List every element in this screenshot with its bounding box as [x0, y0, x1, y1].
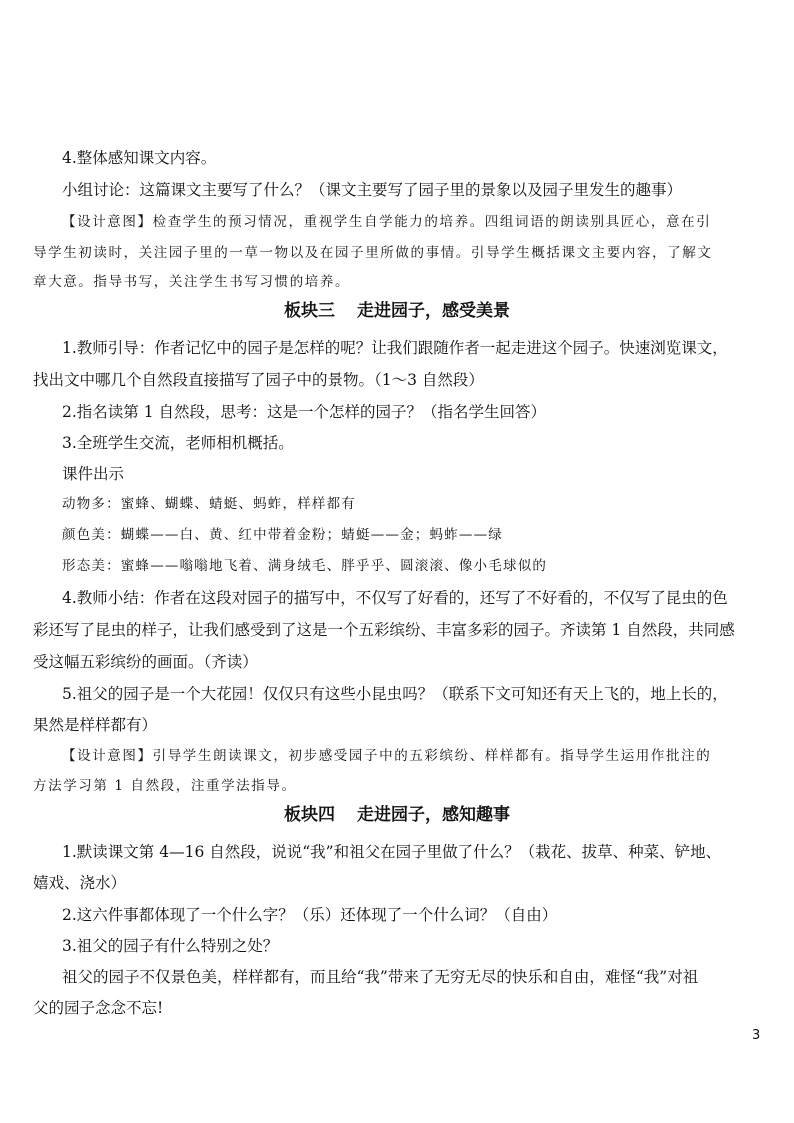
- section-3-label: 板块三: [284, 301, 335, 321]
- section-4-title: 走进园子，感知趣事: [357, 805, 510, 825]
- section-4-step-1-line-2: 嬉戏、浇水）: [33, 874, 127, 892]
- design-intent-1-line-1: 【设计意图】检查学生的预习情况，重视学生自学能力的培养。四组词语的朗读别具匠心，意在引: [62, 214, 712, 230]
- step-4-text: 4.整体感知课文内容。: [62, 149, 217, 167]
- courseware-animals: 动物多：蜜蜂、蝴蝶、蜻蜓、蚂蚱，样样都有: [62, 496, 356, 512]
- section-4-step-1-line-1: 1.默读课文第 4—16 自然段，说说“我”和祖父在园子里做了什么？（栽花、拔草、种菜、铲地、: [62, 843, 722, 861]
- courseware-colors: 颜色美：蝴蝶——白、黄、红中带着金粉；蜻蜓——金；蚂蚱——绿: [62, 527, 503, 543]
- section-3-step-2: 2.指名读第 1 自然段，思考：这是一个怎样的园子？（指名学生回答）: [62, 403, 547, 421]
- section-4-conclusion-line-2: 父的园子念念不忘!: [33, 999, 164, 1017]
- design-intent-1-line-3: 章大意。指导书写，关注学生书写习惯的培养。: [33, 274, 351, 290]
- section-3-step-1-line-2: 找出文中哪几个自然段直接描写了园子中的景物。（1～3 自然段）: [33, 371, 484, 389]
- design-intent-2-line-2: 方法学习第 1 自然段，注重学法指导。: [33, 778, 297, 794]
- section-3-step-5-line-2: 果然是样样都有）: [33, 716, 158, 734]
- section-4-conclusion-line-1: 祖父的园子不仅景色美，样样都有，而且给“我”带来了无穷无尽的快乐和自由，难怪“我”对祖: [62, 968, 699, 986]
- design-intent-1-line-2: 导学生初读时，关注园子里的一草一物以及在园子里所做的事情。引导学生概括课文主要内容，了解文: [33, 245, 713, 261]
- section-3-step-4-line-3: 受这幅五彩缤纷的画面。（齐读）: [33, 653, 258, 671]
- section-4-step-2: 2.这六件事都体现了一个什么字？（乐）还体现了一个什么词？（自由）: [62, 906, 558, 924]
- section-3-title: 走进园子，感受美景: [357, 301, 510, 321]
- section-4-step-3: 3.祖父的园子有什么特别之处？: [62, 937, 279, 955]
- section-3-step-3: 3.全班学生交流，老师相机概括。: [62, 434, 294, 452]
- courseware-shapes: 形态美：蜜蜂——嗡嗡地飞着、满身绒毛、胖乎乎、圆滚滚、像小毛球似的: [62, 558, 548, 574]
- section-4-label: 板块四: [284, 805, 335, 825]
- courseware-label: 课件出示: [62, 465, 125, 483]
- section-heading-3: [0, 300, 794, 322]
- section-3-step-4-line-1: 4.教师小结：作者在这段对园子的描写中，不仅写了好看的，还写了不好看的，不仅写了昆虫的色: [62, 589, 728, 607]
- section-3-step-4-line-2: 彩还写了昆虫的样子，让我们感受到了这是一个五彩缤纷、丰富多彩的园子。齐读第 1 自然段，共同感: [33, 621, 735, 639]
- page-number: 3: [752, 1028, 761, 1043]
- section-3-step-1-line-1: 1.教师引导：作者记忆中的园子是怎样的呢？让我们跟随作者一起走进这个园子。快速浏览课文，: [62, 339, 728, 357]
- group-discussion-text: 小组讨论：这篇课文主要写了什么？（课文主要写了园子里的景象以及园子里发生的趣事）: [62, 181, 683, 199]
- section-3-step-5-line-1: 5.祖父的园子是一个大花园！仅仅只有这些小昆虫吗？（联系下文可知还有天上飞的，地上长的，: [62, 685, 728, 703]
- section-heading-4: [0, 804, 794, 826]
- design-intent-2-line-1: 【设计意图】引导学生朗读课文，初步感受园子中的五彩缤纷、样样都有。指导学生运用作批注的: [62, 748, 712, 764]
